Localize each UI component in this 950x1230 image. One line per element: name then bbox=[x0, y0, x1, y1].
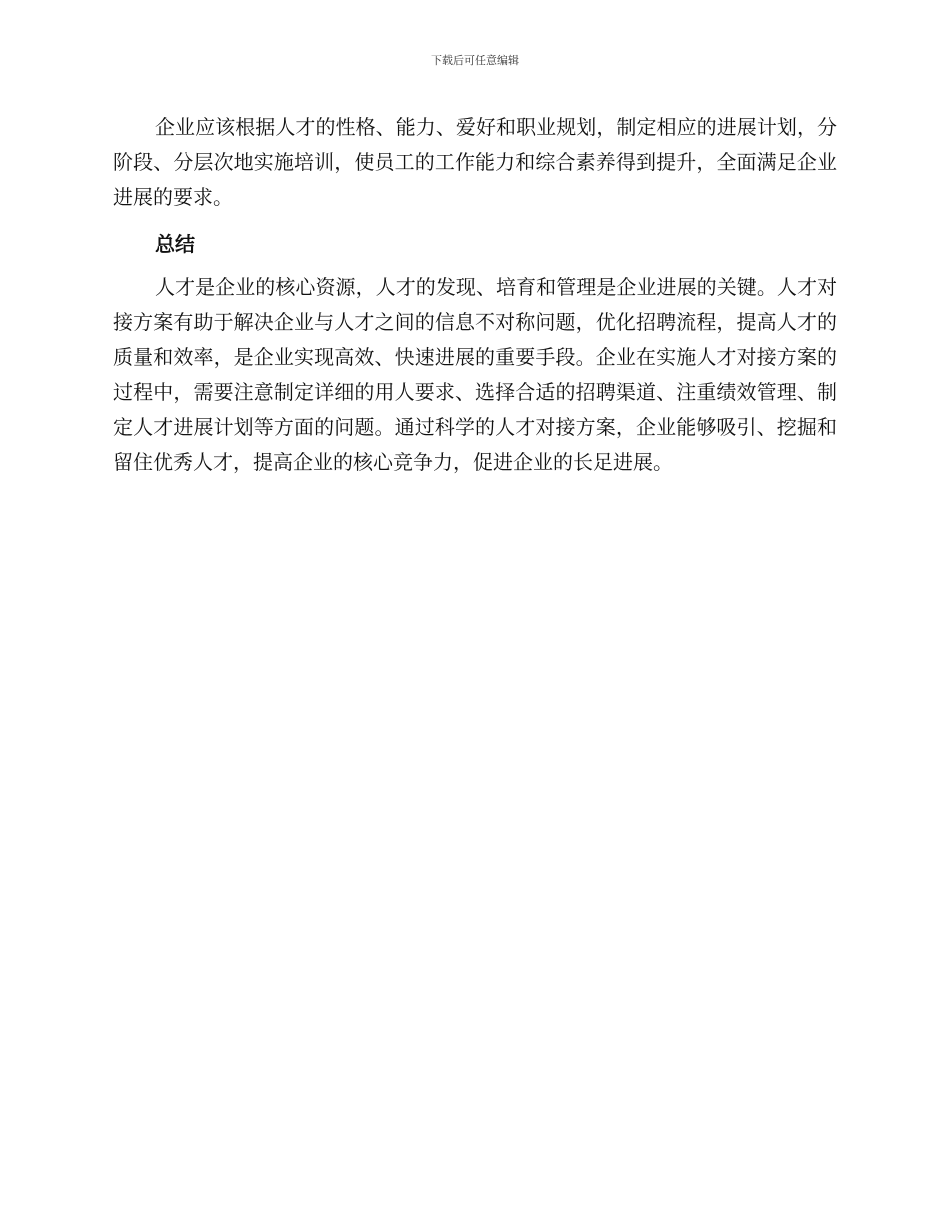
page-header: 下载后可任意编辑 bbox=[431, 54, 519, 67]
paragraph-training-plan: 企业应该根据人才的性格、能力、爱好和职业规划，制定相应的进展计划，分阶段、分层次地实施培训，使员工的工作能力和综合素养得到提升，全面满足企业进展的要求。 bbox=[113, 115, 837, 209]
document-body bbox=[113, 110, 837, 480]
section-heading-summary: 总结 bbox=[155, 232, 195, 256]
paragraph-summary: 人才是企业的核心资源，人才的发现、培育和管理是企业进展的关键。人才对接方案有助于解决企业与人才之间的信息不对称问题，优化招聘流程，提高人才的质量和效率，是企业实现高效、快速进展的重要手段。企业在实施人才对接方案的过程中，需要注意制定详细的用人要求、选择合适的招聘渠道、注重绩效管理、制定人才进展计划等方面的问题。通过科学的人才对接方案，企业能够吸引、挖掘和留住优秀人才，提高企业的核心竞争力，促进企业的长足进展。 bbox=[113, 275, 837, 474]
